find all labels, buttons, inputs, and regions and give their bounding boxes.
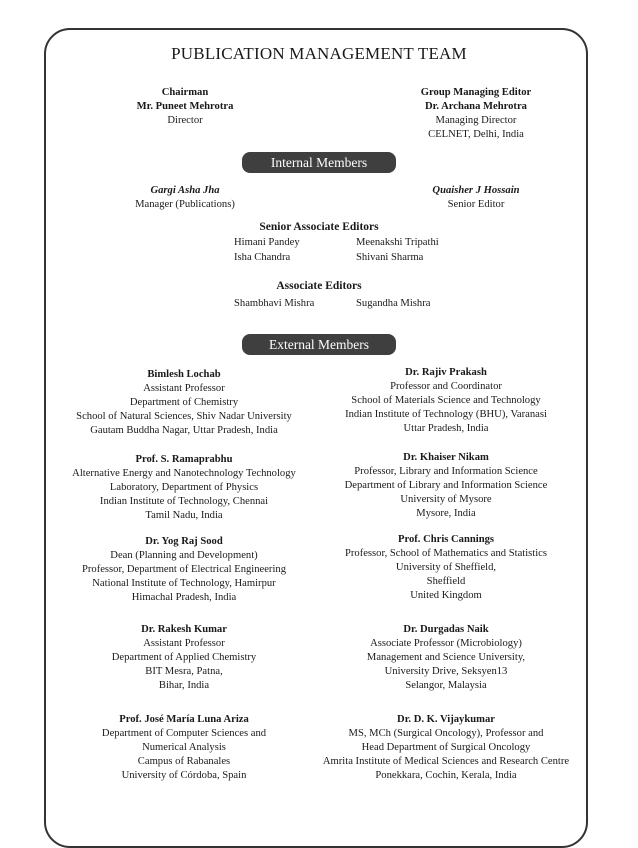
member-line: University of Mysore	[400, 494, 492, 505]
member-name: Bimlesh Lochab	[147, 369, 221, 380]
member-line: BIT Mesra, Patna,	[145, 666, 223, 677]
member-line: Professor, Library and Information Science	[354, 466, 538, 477]
member-name: Dr. Yog Raj Sood	[145, 536, 223, 547]
member-line: School of Natural Sciences, Shiv Nadar University	[76, 411, 292, 422]
internal-member	[370, 184, 582, 212]
external-member	[58, 368, 310, 438]
internal-members-label: Internal Members	[242, 152, 396, 173]
external-member	[302, 713, 590, 783]
external-member	[312, 533, 580, 603]
member-line: Indian Institute of Technology, Chennai	[99, 496, 269, 507]
editor-role: Group Managing Editor	[420, 87, 532, 98]
member-line: Mysore, India	[416, 508, 476, 519]
member-line: University of Córdoba, Spain	[121, 770, 247, 781]
senior-associate-name: Himani Pandey	[234, 237, 300, 248]
member-line: Himachal Pradesh, India	[131, 592, 237, 603]
member-name: Gargi Asha Jha	[150, 185, 220, 196]
member-line: Department of Chemistry	[129, 397, 239, 408]
external-member	[58, 623, 310, 693]
member-name: Quaisher J Hossain	[432, 185, 520, 196]
chairman-block	[80, 86, 290, 128]
member-line: School of Materials Science and Technology	[351, 395, 541, 406]
member-name: Prof. S. Ramaprabhu	[135, 454, 233, 465]
associate-heading: Associate Editors	[276, 280, 362, 292]
member-line: Sheffield	[426, 576, 466, 587]
member-line: Assistant Professor	[143, 383, 225, 394]
member-line: United Kingdom	[410, 590, 482, 601]
member-line: Associate Professor (Microbiology)	[370, 638, 522, 649]
editor-org: CELNET, Delhi, India	[428, 129, 524, 140]
chairman-name: Mr. Puneet Mehrotra	[136, 101, 234, 112]
member-line: Department of Computer Sciences and	[101, 728, 267, 739]
member-line: Amrita Institute of Medical Sciences and Research Centre	[322, 756, 570, 767]
editor-block	[370, 86, 582, 142]
member-name: Dr. Durgadas Naik	[403, 624, 489, 635]
external-member	[312, 623, 580, 693]
member-name: Dr. Rakesh Kumar	[141, 624, 227, 635]
editor-position: Managing Director	[435, 115, 517, 126]
member-position: Manager (Publications)	[135, 199, 235, 210]
member-line: Department of Applied Chemistry	[111, 652, 257, 663]
senior-associate-name: Shivani Sharma	[356, 252, 424, 263]
member-line: Selangor, Malaysia	[405, 680, 487, 691]
member-line: University of Sheffield,	[395, 562, 497, 573]
member-name: Prof. Chris Cannings	[397, 534, 495, 545]
senior-associate-heading: Senior Associate Editors	[259, 221, 379, 233]
member-name: Dr. Rajiv Prakash	[405, 367, 487, 378]
member-line: Campus of Rabanales	[137, 756, 231, 767]
senior-associate-name: Isha Chandra	[234, 252, 291, 263]
chairman-position: Director	[167, 115, 203, 126]
member-line: Assistant Professor	[143, 638, 225, 649]
member-line: Professor and Coordinator	[390, 381, 502, 392]
external-members-label: External Members	[242, 334, 396, 355]
external-member	[58, 713, 310, 783]
member-line: Professor, School of Mathematics and Statistics	[344, 548, 547, 559]
chairman-role: Chairman	[161, 87, 209, 98]
member-line: Numerical Analysis	[142, 742, 226, 753]
associate-name: Sugandha Mishra	[356, 298, 431, 309]
member-line: Ponekkara, Cochin, Kerala, India	[375, 770, 517, 781]
editor-name: Dr. Archana Mehrotra	[425, 101, 527, 112]
member-position: Senior Editor	[447, 199, 505, 210]
external-member	[58, 535, 310, 605]
member-line: Management and Science University,	[366, 652, 526, 663]
member-line: Bihar, India	[158, 680, 210, 691]
member-line: Department of Library and Information Science	[344, 480, 548, 491]
member-line: University Drive, Seksyen13	[384, 666, 508, 677]
member-name: Prof. José María Luna Ariza	[119, 714, 249, 725]
member-line: Professor, Department of Electrical Engineering	[81, 564, 287, 575]
member-name: Dr. Khaiser Nikam	[403, 452, 489, 463]
external-member	[312, 366, 580, 436]
member-line: Uttar Pradesh, India	[403, 423, 489, 434]
member-line: National Institute of Technology, Hamirpur	[92, 578, 276, 589]
internal-member	[80, 184, 290, 212]
member-line: Indian Institute of Technology (BHU), Varanasi	[345, 409, 547, 420]
member-line: Laboratory, Department of Physics	[109, 482, 259, 493]
member-line: MS, MCh (Surgical Oncology), Professor and	[348, 728, 544, 739]
senior-associate-name: Meenakshi Tripathi	[356, 237, 439, 248]
member-line: Gautam Buddha Nagar, Uttar Pradesh, India	[90, 425, 278, 436]
external-member	[58, 453, 310, 523]
page-title: PUBLICATION MANAGEMENT TEAM	[171, 44, 467, 63]
member-line: Tamil Nadu, India	[145, 510, 223, 521]
member-line: Head Department of Surgical Oncology	[361, 742, 531, 753]
member-line: Alternative Energy and Nanotechnology Technology	[72, 468, 296, 479]
associate-name: Shambhavi Mishra	[234, 298, 315, 309]
member-name: Dr. D. K. Vijaykumar	[397, 714, 495, 725]
member-line: Dean (Planning and Development)	[110, 550, 258, 561]
external-member	[312, 451, 580, 521]
